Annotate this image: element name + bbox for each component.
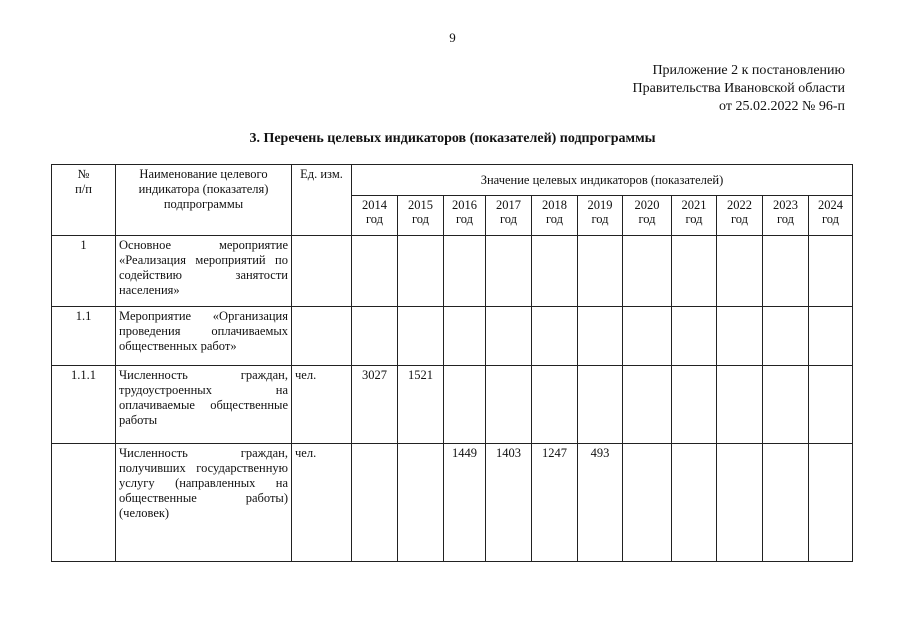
year-label: год — [455, 212, 474, 226]
year-label: год — [411, 212, 430, 226]
row-value-2016 — [444, 366, 486, 444]
document-title: 3. Перечень целевых индикаторов (показателей) подпрограммы — [249, 131, 656, 146]
row-value-2024 — [809, 307, 853, 366]
row-value-2018 — [532, 307, 578, 366]
year-label: год — [591, 212, 609, 226]
year-label: год — [776, 212, 795, 226]
row-value-2015 — [398, 236, 444, 307]
year-header-2019 — [578, 196, 623, 236]
appendix-line-3: от 25.02.2022 № 96-п — [719, 99, 845, 114]
year-label: год — [685, 212, 703, 226]
row-indicator-name: Основное мероприятие «Реализация мероприятий по содействию занятости населения» — [116, 236, 292, 307]
year-value: 2018 — [542, 198, 567, 212]
row-value-2018: 1247 — [532, 444, 578, 562]
year-label: год — [821, 212, 840, 226]
row-value-2020 — [623, 444, 672, 562]
year-value: 2021 — [681, 198, 707, 212]
row-value-2016 — [444, 307, 486, 366]
table-row — [52, 307, 853, 366]
row-value-2017 — [486, 366, 532, 444]
header-number-line-1: № — [77, 167, 90, 181]
appendix-reference — [633, 62, 845, 116]
row-value-2014: 3027 — [352, 366, 398, 444]
year-value: 2014 — [362, 198, 387, 212]
row-value-2019 — [578, 307, 623, 366]
row-value-2021 — [672, 366, 717, 444]
row-number: 1.1 — [52, 307, 116, 366]
row-value-2023 — [763, 366, 809, 444]
row-number — [52, 444, 116, 562]
year-value: 2023 — [773, 198, 798, 212]
row-value-2019 — [578, 236, 623, 307]
row-value-2018 — [532, 366, 578, 444]
year-value: 2024 — [818, 198, 843, 212]
year-value: 2016 — [452, 198, 477, 212]
row-value-2024 — [809, 444, 853, 562]
row-value-2021 — [672, 444, 717, 562]
row-value-2021 — [672, 236, 717, 307]
row-unit: чел. — [292, 444, 352, 562]
row-number: 1.1.1 — [52, 366, 116, 444]
year-label: год — [730, 212, 749, 226]
row-unit: чел. — [292, 366, 352, 444]
table-row — [52, 366, 853, 444]
year-header-2017 — [486, 196, 532, 236]
year-header-2022 — [717, 196, 763, 236]
page-number: 9 — [449, 30, 456, 45]
row-value-2015: 1521 — [398, 366, 444, 444]
row-value-2014 — [352, 444, 398, 562]
table-row — [52, 236, 853, 307]
year-value: 2017 — [496, 198, 521, 212]
row-value-2014 — [352, 307, 398, 366]
row-value-2016 — [444, 236, 486, 307]
row-value-2016: 1449 — [444, 444, 486, 562]
year-label: год — [638, 212, 656, 226]
year-header-2023 — [763, 196, 809, 236]
table-row — [52, 444, 853, 562]
indicators-table — [51, 164, 853, 562]
row-value-2021 — [672, 307, 717, 366]
year-header-2020 — [623, 196, 672, 236]
header-number — [52, 165, 116, 236]
header-number-line-2: п/п — [75, 182, 92, 196]
appendix-line-2: Правительства Ивановской области — [632, 81, 845, 96]
row-value-2022 — [717, 444, 763, 562]
year-value: 2022 — [727, 198, 752, 212]
row-value-2022 — [717, 236, 763, 307]
row-unit — [292, 236, 352, 307]
row-value-2022 — [717, 366, 763, 444]
row-value-2023 — [763, 307, 809, 366]
year-header-2016 — [444, 196, 486, 236]
header-name: Наименование целевого индикатора (показателя) подпрограммы — [116, 165, 292, 236]
row-value-2020 — [623, 307, 672, 366]
appendix-line-1: Приложение 2 к постановлению — [652, 63, 845, 78]
row-value-2024 — [809, 236, 853, 307]
year-header-2015 — [398, 196, 444, 236]
year-label: год — [365, 212, 384, 226]
row-indicator-name: Численность граждан, получивших государственную услугу (направленных на общественные работы) (человек) — [116, 444, 292, 562]
row-number: 1 — [52, 236, 116, 307]
row-value-2020 — [623, 366, 672, 444]
row-value-2023 — [763, 444, 809, 562]
row-indicator-name: Численность граждан, трудоустроенных на оплачиваемые общественные работы — [116, 366, 292, 444]
year-value: 2019 — [587, 198, 613, 212]
year-header-2021 — [672, 196, 717, 236]
row-value-2017 — [486, 236, 532, 307]
row-value-2019 — [578, 366, 623, 444]
header-values: Значение целевых индикаторов (показателей) — [352, 165, 853, 196]
header-unit: Ед. изм. — [292, 165, 352, 236]
row-value-2020 — [623, 236, 672, 307]
year-label: год — [499, 212, 518, 226]
year-label: год — [545, 212, 564, 226]
row-value-2017: 1403 — [486, 444, 532, 562]
year-header-2018 — [532, 196, 578, 236]
row-unit — [292, 307, 352, 366]
row-value-2015 — [398, 444, 444, 562]
year-value: 2020 — [634, 198, 660, 212]
row-value-2019: 493 — [578, 444, 623, 562]
row-value-2023 — [763, 236, 809, 307]
year-value: 2015 — [408, 198, 433, 212]
year-header-2024 — [809, 196, 853, 236]
row-value-2017 — [486, 307, 532, 366]
year-header-2014 — [352, 196, 398, 236]
row-value-2014 — [352, 236, 398, 307]
row-value-2018 — [532, 236, 578, 307]
row-value-2022 — [717, 307, 763, 366]
row-indicator-name: Мероприятие «Организация проведения оплачиваемых общественных работ» — [116, 307, 292, 366]
row-value-2015 — [398, 307, 444, 366]
row-value-2024 — [809, 366, 853, 444]
